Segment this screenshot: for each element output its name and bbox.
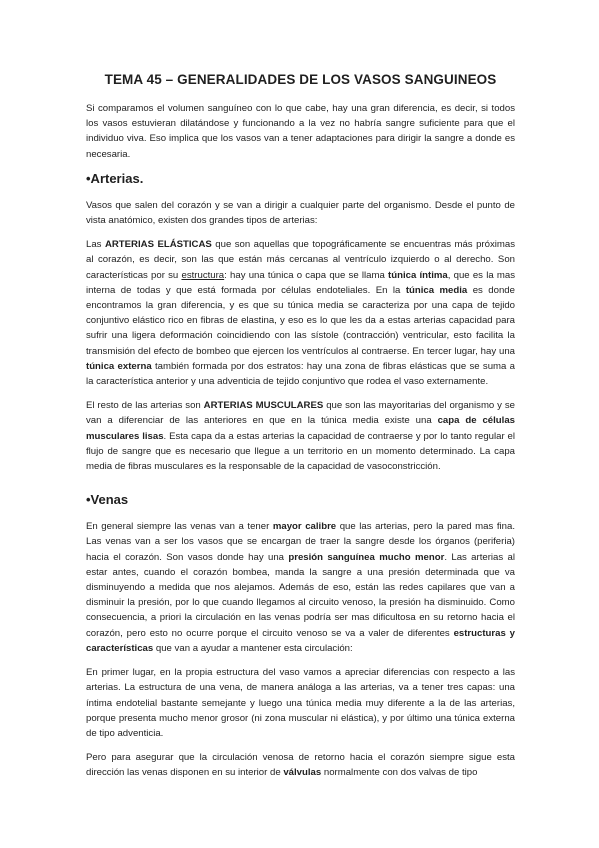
text-run: que van a ayudar a mantener esta circulación: bbox=[153, 642, 353, 654]
text-run: normalmente con dos valvas de tipo bbox=[321, 767, 478, 779]
arterias-paragraph-1: Vasos que salen del corazón y se van a dirigir a cualquier parte del organismo. Desde el punto de vista anatómico, existen dos grandes tipos de arterias: bbox=[86, 199, 515, 227]
arterias-paragraph-3 bbox=[86, 398, 515, 474]
term-tunica-intima: túnica íntima bbox=[388, 269, 448, 281]
term-estructura: estructura bbox=[181, 269, 225, 281]
text-run: : hay una túnica o capa que se llama bbox=[224, 269, 389, 281]
term-tunica-media: túnica media bbox=[405, 284, 468, 296]
text-run: , que es la mas interna de todas y que está formada por células endoteliales. En la bbox=[86, 269, 515, 296]
text-run: En general siempre las venas van a tener bbox=[86, 521, 273, 533]
term-arterias-musculares: ARTERIAS MUSCULARES bbox=[203, 400, 324, 412]
page-title: TEMA 45 – GENERALIDADES DE LOS VASOS SANGUINEOS bbox=[104, 72, 497, 87]
venas-paragraph-2: En primer lugar, en la propia estructura del vaso vamos a apreciar diferencias con respecto a las arterias. La estructura de una vena, de manera análoga a las arterias, va a tener tres capas: una íntima endotelial bastante semejante y luego una túnica media muy diferente a la de las arterias, porque presenta mucho menor grosor (ni zona muscular ni elástica), y por último una túnica externa de tipo adventicia. bbox=[86, 667, 515, 739]
text-run: que son aquellas que topográficamente se encuentras más próximas al corazón, es decir, son las que están más cercanas al ventrículo izquierdo o al derecho. Son características por su bbox=[86, 239, 515, 281]
term-capa-celulas-musculares: capa de células musculares lisas bbox=[86, 415, 515, 442]
text-run: que son las mayoritarias del organismo y se van a diferenciar de las anteriores en que en la túnica media existe una bbox=[86, 400, 515, 427]
term-valvulas: válvulas bbox=[283, 767, 322, 779]
text-run: también formada por dos estratos: hay una zona de fibras elásticas que se suma a la característica anterior y una adventicia de tejido conjuntivo que rodea el vaso externamente. bbox=[86, 360, 515, 388]
term-mayor-calibre: mayor calibre bbox=[272, 521, 337, 533]
section-heading-venas: •Venas bbox=[86, 492, 129, 508]
text-run: Pero para asegurar que la circulación venosa de retorno hacia el corazón siempre sigue esta dirección las venas disponen en su interior de bbox=[86, 752, 515, 779]
text-run: Las bbox=[86, 239, 105, 251]
section-heading-arterias: •Arterias. bbox=[86, 170, 144, 186]
intro-paragraph: Si comparamos el volumen sanguíneo con lo que cabe, hay una gran diferencia, es decir, si todos los vasos estuvieran dilatándose y funcionando a la vez no habría sangre suficiente para que el individuo viva. Eso implica que los vasos van a tener adaptaciones para dirigir la sangre a donde es necesaria. bbox=[86, 103, 515, 160]
text-run: . Las arterias al estar antes, cuando el corazón bombea, manda la sangre a una presión determinada que va disminuyendo a medida que nos alejamos. Además de eso, están las redes capilares que van a disminuir la presión, por lo que cuando llegamos al circuito venoso, la presión ha disminuido. Como consecuencia, a priori la circulación en las venas podría ser mas dificultosa en su retorno hacia el corazón, pero esto no ocurre porque el circuito venoso se va a valer de diferentes bbox=[86, 551, 515, 639]
venas-paragraph-1 bbox=[86, 519, 515, 656]
term-arterias-elasticas: ARTERIAS ELÁSTICAS bbox=[104, 239, 212, 251]
text-run: . Esta capa da a estas arterias la capacidad de contraerse y por lo tanto regular el flujo de sangre que es necesario que llegue a un territorio en un momento determinado. La capa media de fibras musculares es la responsable de la capacidad de vasoconstricción. bbox=[86, 430, 515, 473]
text-run: El resto de las arterias son bbox=[86, 400, 204, 412]
text-run: es donde encontramos la gran diferencia, y es que su túnica media se caracteriza por una capa de tejido conjuntivo elástico rico en fibras de elastina, y eso es lo que les da a estas arterias capacidad para sufrir una ligera deformación coincidiendo con las sístole (contracción) ventricular, esto facilita la transmisión del efecto de bombeo que ejercen los ventrículos al contraerse. En tercer lugar, hay una bbox=[86, 284, 515, 357]
term-estructuras-caracteristicas: estructuras y características bbox=[86, 627, 515, 654]
text-run: que las arterias, pero la pared mas fina. Las venas van a ser los vasos que se encargan de traer la sangre desde los órganos (periferia) hacia el corazón. Son vasos donde hay una bbox=[86, 521, 515, 563]
arterias-paragraph-2 bbox=[86, 237, 515, 389]
term-tunica-externa: túnica externa bbox=[86, 360, 152, 372]
venas-paragraph-3 bbox=[86, 750, 515, 780]
term-presion-sanguinea: presión sanguínea mucho menor bbox=[288, 551, 445, 563]
